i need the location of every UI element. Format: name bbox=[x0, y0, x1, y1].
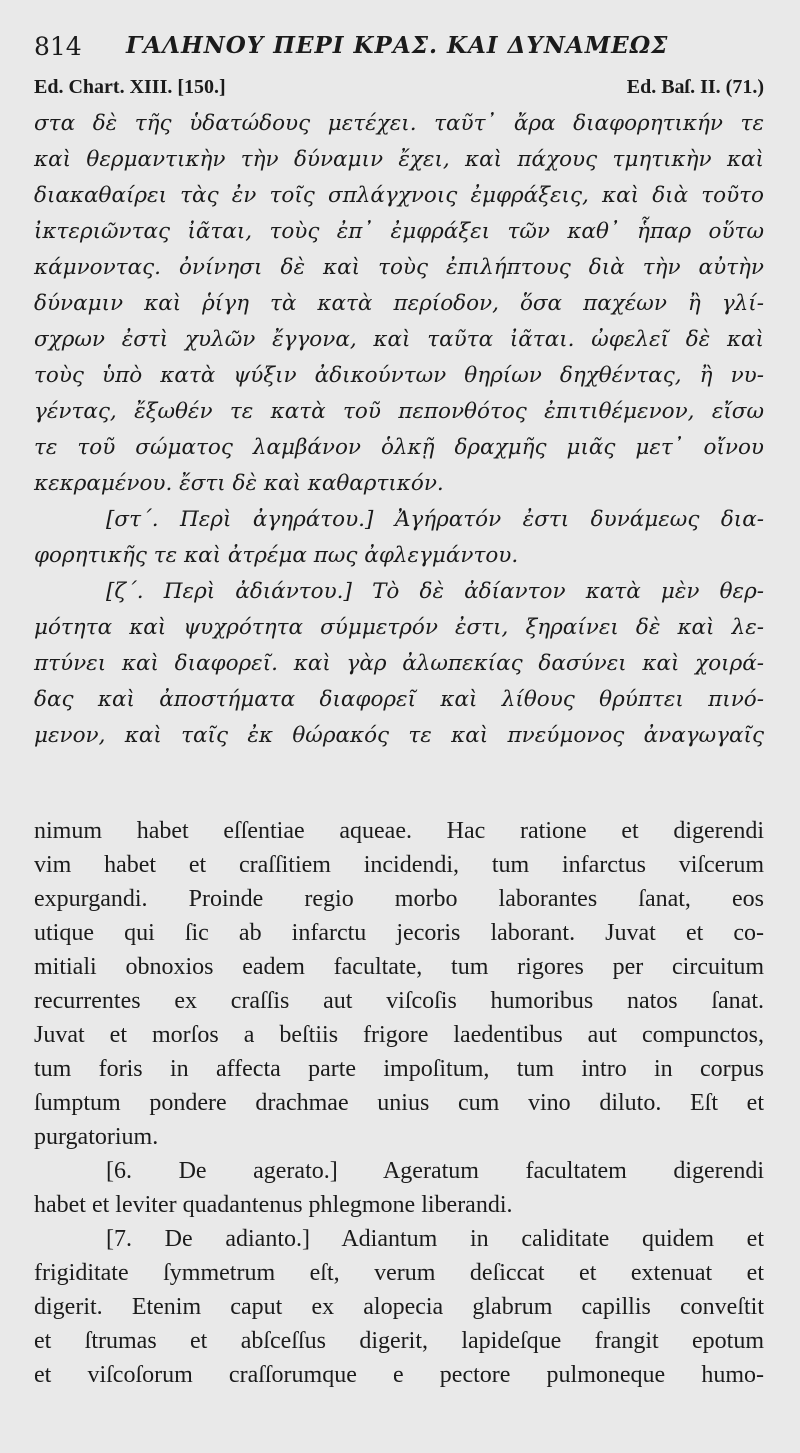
edition-reference-line bbox=[34, 76, 764, 106]
edition-chartier-reference: Ed. Chart. XIII. [150.] bbox=[34, 76, 226, 98]
latin-line: habet et leviter quadantenus phlegmone liberandi. bbox=[34, 1192, 513, 1218]
latin-line: recurrentes ex craſſis aut viſcoſis humoribus natos ſanat. bbox=[34, 988, 764, 1014]
greek-line: καὶ θερμαντικὴν τὴν δύναμιν ἔχει, καὶ πάχους τμητικὴν καὶ bbox=[34, 147, 764, 172]
page-number: 814 bbox=[34, 32, 82, 61]
latin-line: mitiali obnoxios eadem facultate, tum rigores per circuitum bbox=[34, 954, 764, 980]
edition-basel-reference: Ed. Baſ. II. (71.) bbox=[626, 76, 764, 98]
latin-line: expurgandi. Proinde regio morbo laborantes ſanat, eos bbox=[34, 886, 764, 912]
greek-line: μότητα καὶ ψυχρότητα σύμμετρόν ἐστι, ξηραίνει δὲ καὶ λε- bbox=[34, 615, 764, 640]
latin-line: utique qui ſic ab infarctu jecoris laborant. Juvat et co- bbox=[34, 920, 764, 946]
greek-line: μενον, καὶ ταῖς ἐκ θώρακός τε καὶ πνεύμονος ἀναγωγαῖς bbox=[34, 723, 764, 748]
greek-section-heading-line: [ζ΄. Περὶ ἀδιάντου.] Τὸ δὲ ἀδίαντον κατὰ μὲν θερ- bbox=[106, 579, 764, 604]
greek-line: τοὺς ὑπὸ κατὰ ψύξιν ἀδικούντων θηρίων δηχθέντας, ἢ νυ- bbox=[34, 363, 764, 388]
latin-line: digerit. Etenim caput ex alopecia glabrum capillis conveſtit bbox=[34, 1294, 764, 1320]
latin-line: frigiditate ſymmetrum eſt, verum deſiccat et extenuat et bbox=[34, 1260, 764, 1286]
greek-line: πτύνει καὶ διαφορεῖ. καὶ γὰρ ἀλωπεκίας δασύνει καὶ χοιρά- bbox=[34, 651, 764, 676]
latin-line: et ſtrumas et abſceſſus digerit, lapideſque frangit epotum bbox=[34, 1328, 764, 1354]
latin-line: Juvat et morſos a beſtiis frigore laedentibus aut compunctos, bbox=[34, 1022, 764, 1048]
latin-line: nimum habet eſſentiae aqueae. Hac ratione et digerendi bbox=[34, 818, 764, 844]
latin-line: vim habet et craſſitiem incidendi, tum infarctus viſcerum bbox=[34, 852, 764, 878]
greek-line: ἰκτεριῶντας ἰᾶται, τοὺς ἐπ᾽ ἐμφράξει τῶν καθ᾽ ἧπαρ οὕτω bbox=[34, 219, 764, 244]
greek-line: φορητικῆς τε καὶ ἀτρέμα πως ἀφλεγμάντου. bbox=[34, 543, 519, 568]
running-title: ΓΑΛΗΝΟΥ ΠΕΡΙ ΚΡΑΣ. ΚΑΙ ΔΥΝΑΜΕΩΣ bbox=[126, 32, 669, 59]
greek-line: γέντας, ἔξωθέν τε κατὰ τοῦ πεπονθότος ἐπιτιθέμενον, εἴσω bbox=[34, 399, 764, 424]
latin-section-heading-line: [6. De agerato.] Ageratum facultatem digerendi bbox=[106, 1158, 764, 1184]
greek-section-heading-line: [στ΄. Περὶ ἀγηράτου.] Ἀγήρατόν ἐστι δυνάμεως δια- bbox=[106, 507, 764, 532]
greek-line: στα δὲ τῆς ὑδατώδους μετέχει. ταῦτ᾽ ἄρα διαφορητικήν τε bbox=[34, 111, 764, 136]
latin-line: tum foris in affecta parte impoſitum, tum intro in corpus bbox=[34, 1056, 764, 1082]
latin-section-heading-line: [7. De adianto.] Adiantum in caliditate quidem et bbox=[106, 1226, 764, 1252]
greek-line: δας καὶ ἀποστήματα διαφορεῖ καὶ λίθους θρύπτει πινό- bbox=[34, 687, 764, 712]
greek-line: τε τοῦ σώματος λαμβάνον ὁλκῇ δραχμῆς μιᾶς μετ᾽ οἴνου bbox=[34, 435, 764, 460]
greek-line: σχρων ἐστὶ χυλῶν ἔγγονα, καὶ ταῦτα ἰᾶται. ὠφελεῖ δὲ καὶ bbox=[34, 327, 764, 352]
page-header bbox=[34, 30, 764, 70]
greek-line: κάμνοντας. ὀνίνησι δὲ καὶ τοὺς ἐπιλήπτους διὰ τὴν αὐτὴν bbox=[34, 255, 764, 280]
latin-line: purgatorium. bbox=[34, 1124, 159, 1150]
latin-line: et viſcoſorum craſſorumque e pectore pulmoneque humo- bbox=[34, 1362, 764, 1388]
greek-line: κεκραμένου. ἔστι δὲ καὶ καθαρτικόν. bbox=[34, 471, 444, 496]
greek-line: δύναμιν καὶ ῥίγη τὰ κατὰ περίοδον, ὅσα παχέων ἢ γλί- bbox=[34, 291, 764, 316]
latin-line: ſumptum pondere drachmae unius cum vino diluto. Eſt et bbox=[34, 1090, 764, 1116]
greek-line: διακαθαίρει τὰς ἐν τοῖς σπλάγχνοις ἐμφράξεις, καὶ διὰ τοῦτο bbox=[34, 183, 764, 208]
